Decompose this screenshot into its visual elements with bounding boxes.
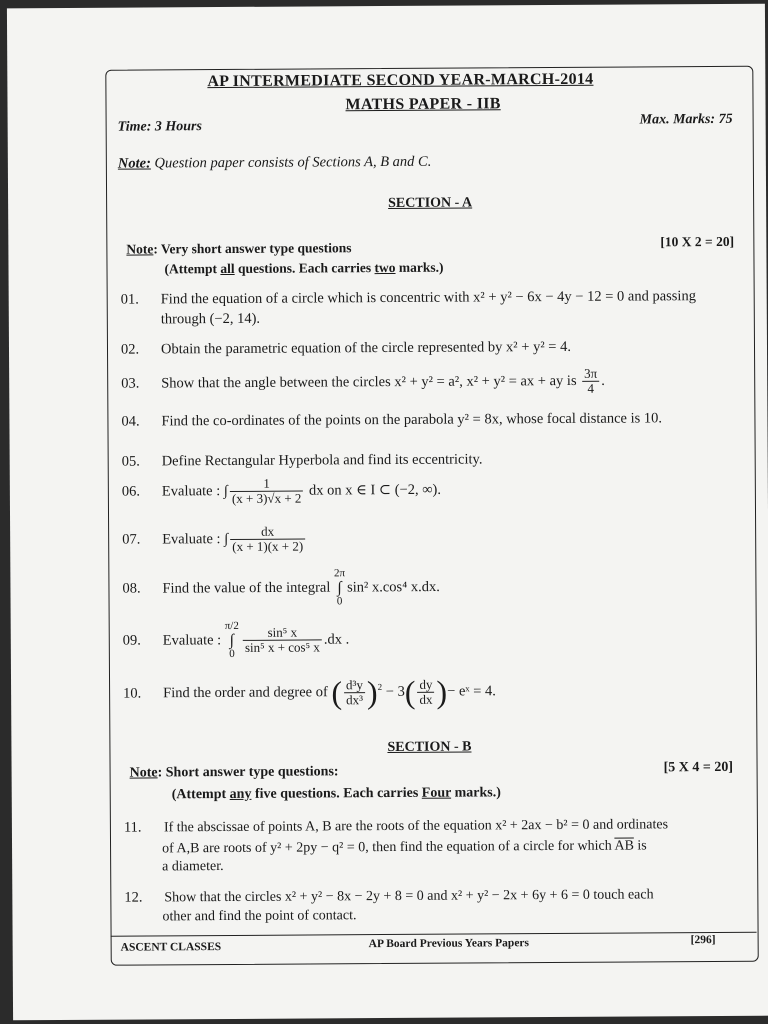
section-b-heading: SECTION - B bbox=[387, 739, 472, 756]
math-expr: x² + y² = a², x² + y² = ax + ay bbox=[394, 373, 564, 391]
question-11: 11. If the abscissae of points A, B are the roots of the equation x² + 2ax − b² = 0 and ordinates bbox=[123, 817, 669, 836]
fraction: $\frac{dx}{(x + 1)(x + 2)}$ bbox=[230, 525, 305, 555]
integral-sign-icon: ∫ bbox=[223, 483, 228, 500]
math-expr: x² + y² − 6x − 4y − 12 = 0 bbox=[473, 288, 625, 306]
integral-sign-icon: ∫ bbox=[224, 531, 229, 548]
math-expr: x² + y² − 8x − 2y + 8 = 0 bbox=[284, 888, 424, 905]
fraction: $\frac{1}{(x + 3)√x + 2}$ bbox=[230, 477, 304, 507]
derivative: $\frac{dy}{dx}$ bbox=[419, 676, 433, 707]
footer-page-number: [296] bbox=[690, 934, 716, 947]
max-marks-label: Max. Marks: 75 bbox=[639, 111, 733, 128]
paper-subtitle: MATHS PAPER - IIB bbox=[345, 95, 501, 114]
section-a-note bbox=[126, 240, 351, 257]
segment-ab: $\overline{AB}$ bbox=[614, 838, 634, 854]
integral-sign-icon: ∫ bbox=[337, 578, 342, 596]
section-a-marks: [10 X 2 = 20] bbox=[660, 233, 735, 250]
question-01: 01. Find the equation of a circle which is concentric with x² + y² − 6x − 4y − 12 = 0 and passing bbox=[120, 288, 696, 308]
section-b-note-text: : Short answer type questions: bbox=[157, 764, 339, 781]
section-b-instructions: (Attempt any five questions. Each carries Four marks.) bbox=[171, 785, 501, 803]
question-09: 09. Evaluate : π/2 ∫ 0 $\frac{\text{sin⁵ x}}{\text{sin⁵ x + cos⁵ x}}$ .dx . bbox=[122, 619, 350, 661]
section-b-note-label: Note bbox=[129, 765, 158, 781]
math-expr: sin² x.cos⁴ x.dx bbox=[347, 578, 437, 596]
fraction: $\frac{\text{sin⁵ x}}{\text{sin⁵ x + cos⁵ x}}$ bbox=[243, 626, 322, 656]
integral-sign-icon: ∫ bbox=[229, 631, 235, 649]
question-06: 06. Evaluate : ∫ $\frac{1}{(x + 3)√x + 2}$ dx on x ∈ I ⊂ (−2, ∞). bbox=[121, 475, 442, 507]
footer-center: AP Board Previous Years Papers bbox=[368, 937, 530, 951]
time-label: Time: 3 Hours bbox=[117, 119, 202, 135]
general-note bbox=[118, 154, 432, 173]
question-11-line2: of A,B are roots of y² + 2py − q² = 0, then find the equation of a circle for which $\overline{AB}$ is bbox=[162, 838, 647, 857]
question-05: 05. Define Rectangular Hyperbola and find its eccentricity. bbox=[121, 451, 483, 470]
question-03: 03. Show that the angle between the circles x² + y² = a², x² + y² = ax + ay is $\frac{3\pi}{4}$ . bbox=[121, 365, 605, 397]
section-b-note bbox=[130, 764, 339, 781]
question-10: 10. Find the order and degree of ( $\frac{\text{d³y}}{\text{dx³}}$ )$^2$ − 3( $\frac{dy}{dx}$ )− eˣ = 4. bbox=[123, 673, 496, 711]
math-expr: x² + y² − 2x + 6y + 6 = 0 bbox=[450, 887, 590, 904]
section-a-note-label: Note bbox=[126, 241, 154, 257]
paper-sheet bbox=[7, 4, 768, 1021]
definite-integral: π/2 ∫ 0 bbox=[224, 619, 239, 661]
question-04: 04. Find the co-ordinates of the points on the parabola y² = 8x, whose focal distance is 10. bbox=[121, 410, 663, 430]
question-12-line2: other and find the point of contact. bbox=[162, 908, 357, 925]
question-08: 08. Find the value of the integral 2π ∫ 0sin² x.cos⁴ x.dx. bbox=[122, 567, 440, 608]
math-expr: x² + y² = 4 bbox=[505, 338, 568, 356]
question-11-line3: a diameter. bbox=[162, 859, 224, 875]
section-a-instructions: (Attempt all questions. Each carries two marks.) bbox=[164, 259, 444, 277]
math-expr: y² + 2py − q² = 0 bbox=[270, 840, 366, 856]
derivative: $\frac{\text{d³y}}{\text{dx³}}$ bbox=[345, 676, 364, 708]
question-02: 02. Obtain the parametric equation of the circle represented by x² + y² = 4. bbox=[120, 338, 572, 358]
section-a-heading: SECTION - A bbox=[388, 195, 473, 211]
paper-title: AP INTERMEDIATE SECOND YEAR-MARCH-2014 bbox=[207, 70, 594, 91]
question-12: 12. Show that the circles x² + y² − 8x − 2y + 8 = 0 and x² + y² − 2x + 6y + 6 = 0 touch each bbox=[124, 887, 654, 906]
general-note-label: Note: bbox=[117, 155, 151, 172]
math-expr: x² + 2ax − b² = 0 bbox=[495, 817, 590, 834]
section-a-note-text: : Very short answer type questions bbox=[153, 240, 352, 257]
math-expr: y² = 8x bbox=[457, 411, 499, 428]
section-b-marks: [5 X 4 = 20] bbox=[663, 759, 734, 776]
general-note-text: Question paper consists of Sections A, B and C. bbox=[154, 153, 432, 172]
definite-integral: 2π ∫ 0 bbox=[333, 567, 346, 608]
fraction: $\frac{3\pi}{4}$ bbox=[582, 367, 599, 397]
question-07: 07. Evaluate : ∫ $\frac{dx}{(x + 1)(x + 2)}$ bbox=[122, 525, 307, 556]
question-01-line2: through (−2, 14). bbox=[160, 310, 261, 328]
footer-left: ASCENT CLASSES bbox=[120, 941, 222, 954]
